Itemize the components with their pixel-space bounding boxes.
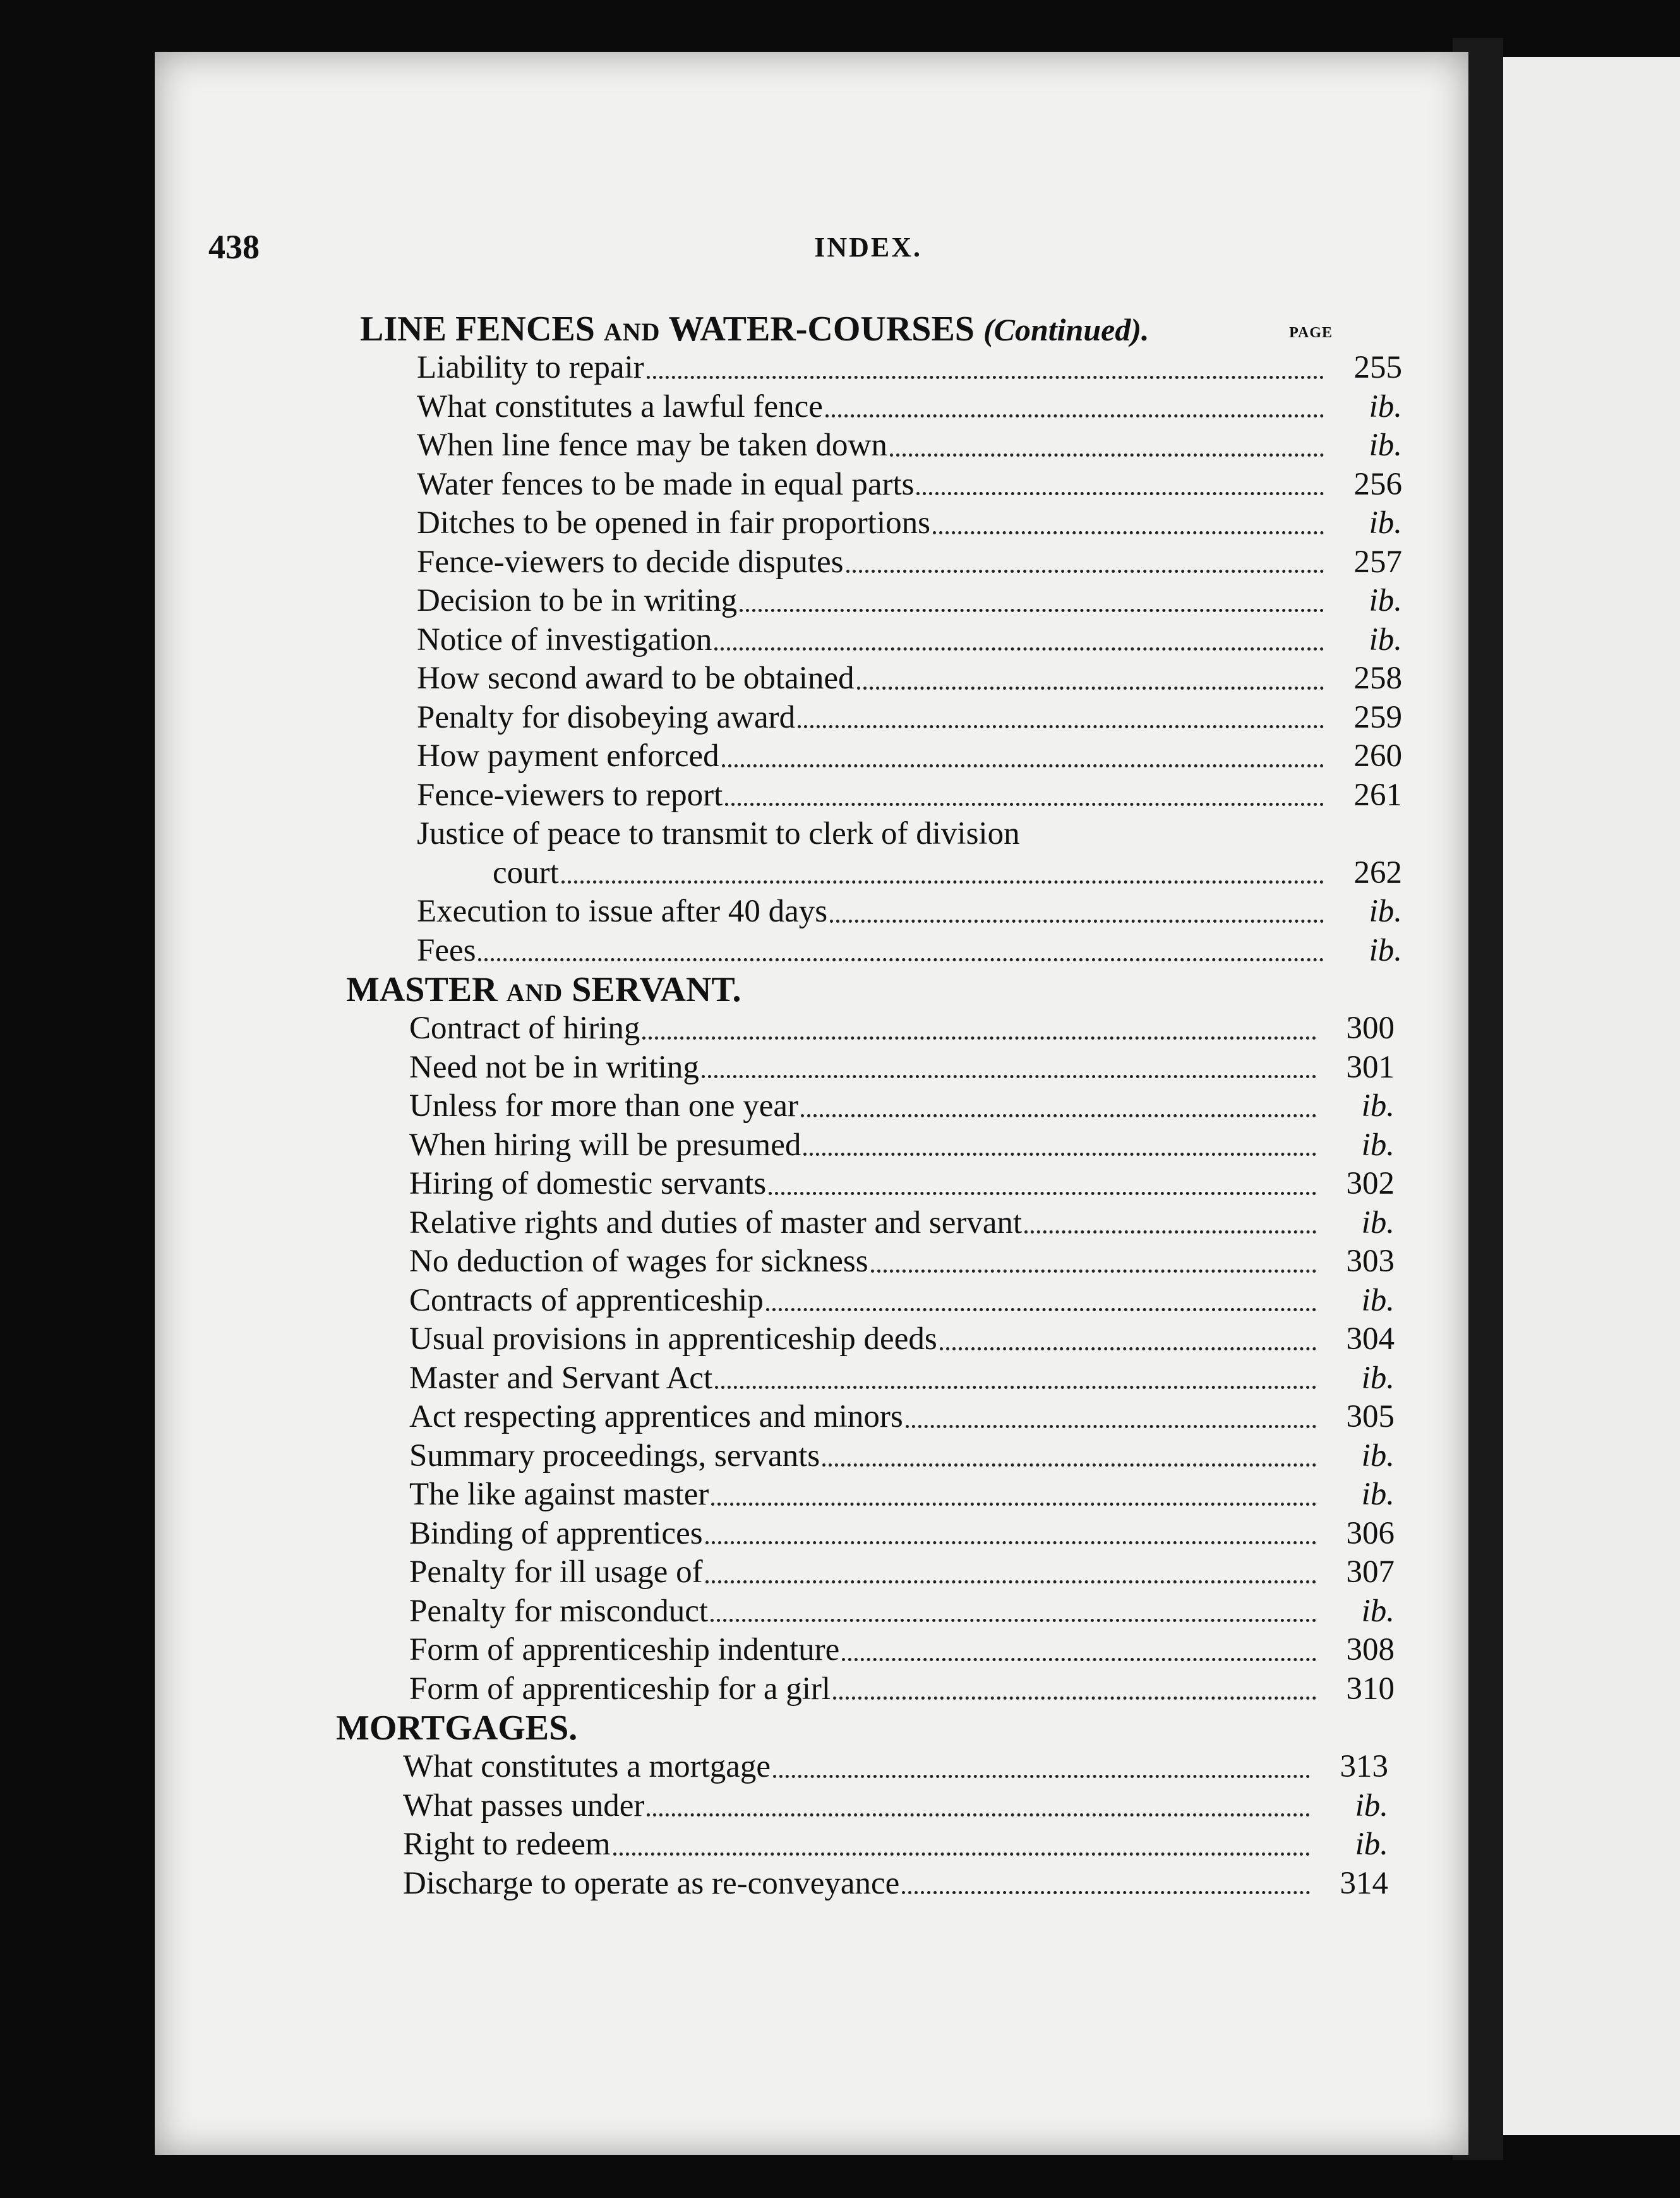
entry-text: Ditches to be opened in fair proportions [417, 505, 930, 541]
dot-leader [740, 608, 1324, 612]
entry-page: ib. [1369, 388, 1402, 424]
entry-page: 259 [1353, 699, 1402, 735]
entry-text: When hiring will be presumed [409, 1127, 801, 1163]
section-heading [360, 309, 1333, 349]
index-entry [333, 1282, 1395, 1321]
index-entry [341, 621, 1402, 660]
index-entry [341, 349, 1402, 388]
index-entry [341, 388, 1402, 427]
dot-leader [902, 1890, 1310, 1894]
dot-leader [871, 1269, 1316, 1273]
index-entry [333, 1165, 1395, 1204]
entry-text: Fees [417, 932, 476, 968]
entry-page: ib. [1369, 894, 1402, 929]
index-body [336, 309, 1402, 1903]
entry-page: 304 [1346, 1321, 1395, 1357]
entry-page: ib. [1369, 622, 1402, 658]
entry-line [417, 854, 1402, 893]
entry-text: Fence-viewers to decide disputes [417, 544, 844, 580]
entry-page: ib. [1369, 932, 1402, 968]
index-entry [333, 1320, 1395, 1359]
dot-leader [613, 1852, 1310, 1856]
dot-leader [798, 724, 1324, 728]
entry-page: ib. [1355, 1787, 1388, 1823]
entry-page: 256 [1353, 466, 1402, 502]
dot-leader [803, 1152, 1316, 1156]
entry-text: Form of apprenticeship for a girl [409, 1671, 831, 1707]
entry-text: Water fences to be made in equal parts [417, 466, 915, 502]
index-entry [341, 465, 1402, 505]
dot-leader [705, 1580, 1316, 1583]
heading-rest: SERVANT. [572, 970, 741, 1009]
entry-text: Usual provisions in apprenticeship deeds [409, 1321, 937, 1357]
entry-page: 302 [1346, 1166, 1395, 1201]
dot-leader [642, 1036, 1316, 1040]
entry-page: 306 [1346, 1515, 1395, 1551]
entry-text: Binding of apprentices [409, 1515, 703, 1551]
index-entry [333, 1242, 1395, 1282]
dot-leader [715, 1385, 1316, 1389]
section-heading [336, 1709, 1326, 1748]
index-entry [341, 426, 1402, 465]
index-entry [327, 1787, 1388, 1826]
index-entry [333, 1592, 1395, 1631]
index-entry [327, 1865, 1388, 1904]
index-entry [333, 1009, 1395, 1048]
index-entry [341, 582, 1402, 621]
entry-page: ib. [1361, 1477, 1395, 1512]
entry-text: Decision to be in writing [417, 583, 738, 618]
index-entry [341, 932, 1402, 971]
index-entry [333, 1087, 1395, 1126]
entry-text: Execution to issue after 40 days [417, 894, 828, 929]
entry-text: Discharge to operate as re-conveyance [403, 1865, 900, 1901]
dot-leader [822, 1463, 1316, 1467]
entry-text: Unless for more than one year [409, 1088, 799, 1124]
entry-line [417, 815, 1402, 854]
entry-page: 314 [1340, 1865, 1388, 1901]
index-entry [333, 1631, 1395, 1670]
dot-leader [916, 491, 1324, 495]
dot-leader [478, 958, 1324, 961]
dot-leader [801, 1114, 1316, 1117]
entry-text: How payment enforced [417, 738, 719, 774]
entry-text: Need not be in writing [409, 1049, 699, 1085]
section-heading [346, 970, 1326, 1009]
index-entry [333, 1475, 1395, 1515]
entry-page: ib. [1361, 1088, 1395, 1124]
entry-page: 258 [1353, 661, 1402, 696]
dot-leader [711, 1618, 1316, 1622]
entry-text: Master and Servant Act [409, 1360, 713, 1396]
index-entry [333, 1204, 1395, 1243]
entry-page: 255 [1353, 350, 1402, 385]
entry-page: ib. [1369, 583, 1402, 618]
dot-leader [825, 414, 1324, 417]
running-title: INDEX. [814, 232, 922, 263]
heading-rest: WATER-COURSES [668, 309, 975, 349]
entry-text: Contract of hiring [409, 1011, 640, 1046]
entry-page: 261 [1353, 777, 1402, 813]
entry-text: Notice of investigation [417, 622, 712, 658]
dot-leader [940, 1347, 1316, 1350]
index-entry [341, 659, 1402, 699]
dot-leader [1024, 1230, 1316, 1234]
page-column-label: PAGE [1289, 325, 1333, 341]
adjacent-page-edge [1503, 57, 1680, 2135]
dot-leader [561, 880, 1324, 884]
index-entry [327, 1825, 1388, 1865]
dot-leader [773, 1774, 1310, 1778]
dot-leader [702, 1074, 1316, 1078]
entry-text: Summary proceedings, servants [409, 1438, 820, 1474]
entry-text: Fence-viewers to report [417, 777, 723, 813]
dot-leader [722, 764, 1324, 767]
entry-text: What passes under [403, 1787, 645, 1823]
index-entry [333, 1048, 1395, 1088]
dot-leader [714, 647, 1324, 651]
dot-leader [833, 1696, 1316, 1700]
entry-page: 305 [1346, 1399, 1395, 1434]
entry-page: ib. [1361, 1282, 1395, 1318]
entry-page: ib. [1361, 1204, 1395, 1240]
heading-main: MASTER [346, 970, 498, 1009]
entry-text-continued: court [493, 855, 559, 891]
entry-text: The like against master [409, 1477, 709, 1512]
entry-page: ib. [1361, 1127, 1395, 1163]
dot-leader [705, 1540, 1316, 1544]
entry-text: When line fence may be taken down [417, 428, 887, 463]
index-entry [333, 1398, 1395, 1437]
index-entry [341, 776, 1402, 815]
index-entry [341, 543, 1402, 582]
entry-page: ib. [1361, 1360, 1395, 1396]
index-entry [341, 737, 1402, 776]
entry-page: ib. [1361, 1593, 1395, 1629]
entry-page: 308 [1346, 1632, 1395, 1667]
entry-text: Liability to repair [417, 350, 644, 385]
index-entry [333, 1437, 1395, 1476]
entry-page: 303 [1346, 1244, 1395, 1279]
dot-leader [846, 569, 1324, 573]
entry-text: Penalty for ill usage of [409, 1554, 703, 1590]
dot-leader [842, 1657, 1316, 1661]
heading-continued-note: (Continued). [983, 312, 1149, 347]
index-entry [333, 1515, 1395, 1554]
dot-leader [769, 1191, 1316, 1195]
dot-leader [647, 1813, 1310, 1817]
entry-text: What constitutes a mortgage [403, 1749, 771, 1784]
index-entry [341, 699, 1402, 738]
entry-page: ib. [1355, 1827, 1388, 1862]
dot-leader [906, 1424, 1316, 1428]
entry-page: 310 [1346, 1671, 1395, 1707]
index-entry [333, 1126, 1395, 1165]
index-entry [341, 892, 1402, 932]
heading-connector: AND [603, 318, 661, 346]
index-entry [333, 1553, 1395, 1592]
index-entry [327, 1748, 1388, 1787]
running-head [208, 227, 1345, 278]
heading-main: LINE FENCES [360, 309, 595, 349]
entry-page: 300 [1346, 1011, 1395, 1046]
entry-text: Relative rights and duties of master and servant [409, 1204, 1023, 1240]
entry-page: 301 [1346, 1049, 1395, 1085]
dot-leader [857, 686, 1324, 690]
entry-text: Penalty for disobeying award [417, 699, 796, 735]
entry-text: Hiring of domestic servants [409, 1166, 767, 1201]
index-entry [333, 1359, 1395, 1398]
entry-page: 260 [1353, 738, 1402, 774]
dot-leader [766, 1307, 1316, 1311]
dot-leader [725, 802, 1324, 806]
index-entry [341, 815, 1402, 892]
entry-page: ib. [1369, 505, 1402, 541]
index-entry [333, 1670, 1395, 1709]
entry-text: Form of apprenticeship indenture [409, 1632, 840, 1667]
entry-text: How second award to be obtained [417, 661, 855, 696]
entry-page: 257 [1353, 544, 1402, 580]
entry-text: No deduction of wages for sickness [409, 1244, 868, 1279]
entry-page: 313 [1340, 1749, 1388, 1784]
entry-text: Penalty for misconduct [409, 1593, 709, 1629]
entry-text: Act respecting apprentices and minors [409, 1399, 903, 1434]
entry-text: Contracts of apprenticeship [409, 1282, 764, 1318]
dot-leader [890, 453, 1324, 457]
heading-connector: AND [506, 978, 563, 1007]
dot-leader [711, 1502, 1316, 1506]
entry-text: What constitutes a lawful fence [417, 388, 823, 424]
entry-text: Right to redeem [403, 1827, 611, 1862]
heading-main: MORTGAGES. [336, 1709, 578, 1748]
dot-leader [933, 531, 1324, 534]
entry-page: ib. [1361, 1438, 1395, 1474]
entry-page: 307 [1346, 1554, 1395, 1590]
dot-leader [647, 375, 1324, 379]
entry-text: Justice of peace to transmit to clerk of division [417, 816, 1020, 851]
page-number: 438 [208, 228, 260, 266]
entry-page: 262 [1353, 855, 1402, 891]
index-entry [341, 504, 1402, 543]
dot-leader [830, 919, 1324, 923]
entry-page: ib. [1369, 428, 1402, 463]
